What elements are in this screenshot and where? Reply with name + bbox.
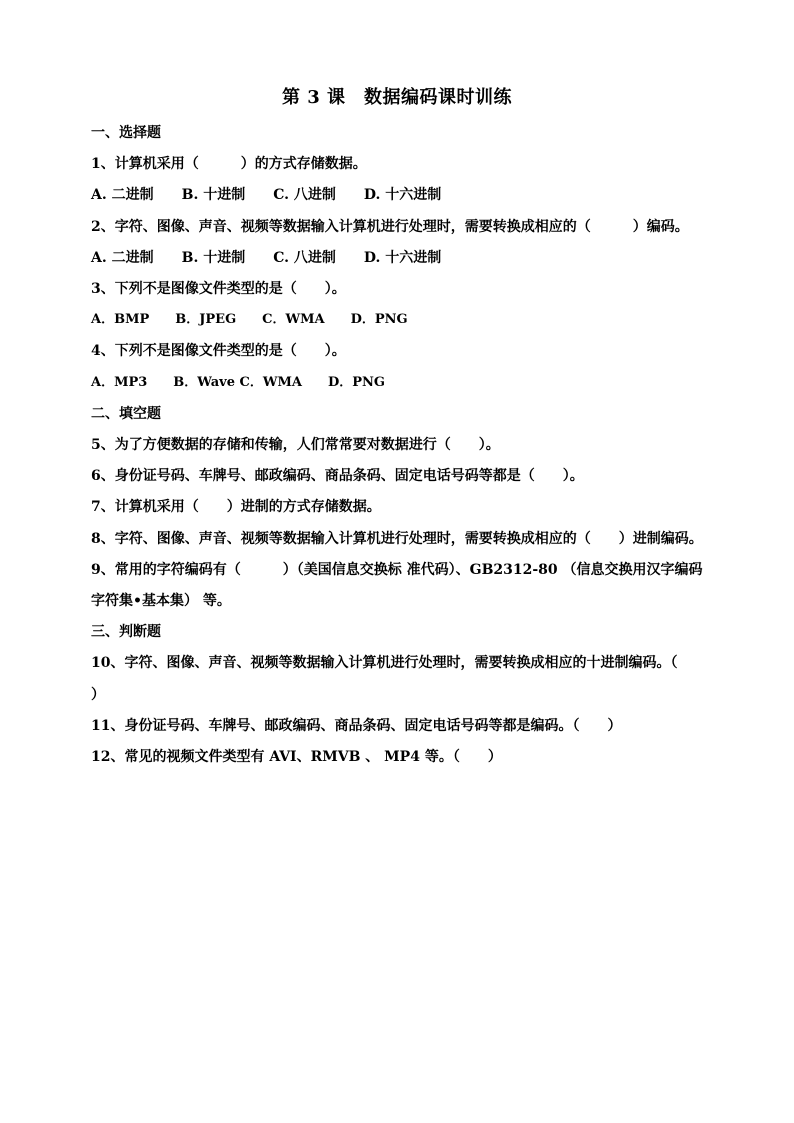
question-9-line-2: 字符集•基本集） 等。	[91, 593, 231, 609]
section-heading-choice: 一、选择题	[91, 125, 161, 141]
section-heading-judge: 三、判断题	[91, 624, 161, 640]
question-5: 5、为了方便数据的存储和传输，人们常常要对数据进行（ ）。	[91, 437, 500, 453]
question-12: 12、常见的视频文件类型有 AVI、RMVB 、 MP4 等。（ ）	[91, 749, 502, 765]
question-8: 8、字符、图像、声音、视频等数据输入计算机进行处理时，需要转换成相应的（ ）进制编码。	[91, 531, 703, 547]
question-1: 1、计算机采用（ ）的方式存储数据。	[91, 156, 367, 172]
page-title: 第 3 课 数据编码课时训练	[281, 87, 513, 108]
question-4: 4、下列不是图像文件类型的是（ ）。	[91, 343, 346, 359]
question-4-options: A．MP3 B．Wave C．WMA D．PNG	[91, 375, 385, 390]
question-2-options: A. 二进制 B. 十进制 C. 八进制 D. 十六进制	[91, 250, 442, 266]
section-heading-fill: 二、填空题	[91, 406, 161, 422]
question-2: 2、字符、图像、声音、视频等数据输入计算机进行处理时，需要转换成相应的（ ）编码。	[91, 219, 689, 235]
question-1-options: A. 二进制 B. 十进制 C. 八进制 D. 十六进制	[91, 187, 442, 203]
question-10-line-1: 10、字符、图像、声音、视频等数据输入计算机进行处理时，需要转换成相应的十进制编码。（	[91, 655, 678, 671]
question-7: 7、计算机采用（ ）进制的方式存储数据。	[91, 499, 381, 515]
question-3: 3、下列不是图像文件类型的是（ ）。	[91, 281, 346, 297]
question-11: 11、身份证号码、车牌号、邮政编码、商品条码、固定电话号码等都是编码。（ ）	[91, 718, 622, 734]
question-6: 6、身份证号码、车牌号、邮政编码、商品条码、固定电话号码等都是（ ）。	[91, 468, 584, 484]
question-9-line-1: 9、常用的字符编码有（ ）（美国信息交换标 准代码）、GB2312-80 （信息交换用汉字编码	[91, 562, 703, 578]
question-3-options: A．BMP B．JPEG C．WMA D．PNG	[91, 312, 408, 327]
question-10-line-2: ）	[91, 687, 105, 703]
